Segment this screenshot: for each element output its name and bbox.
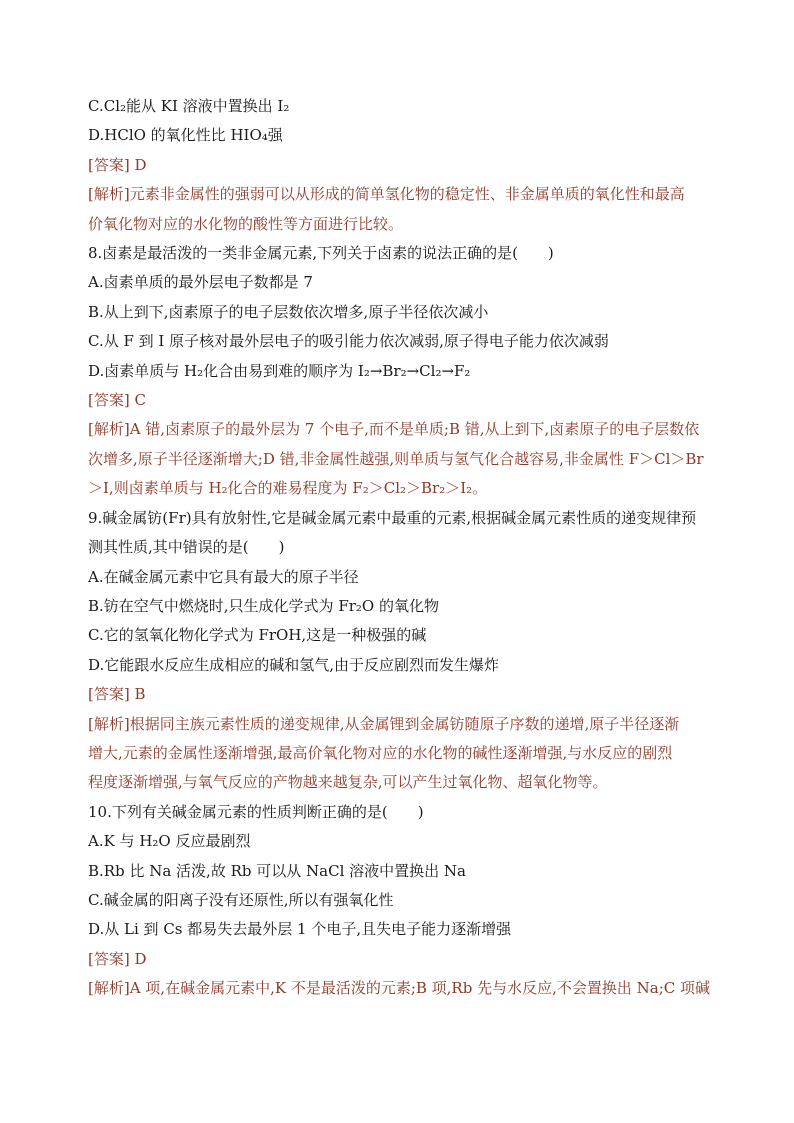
q9-option-b: B.钫在空气中燃烧时,只生成化学式为 Fr₂O 的氧化物 bbox=[88, 596, 439, 615]
q7-explanation-line-2: 价氧化物对应的水化物的酸性等方面进行比较。 bbox=[88, 214, 404, 233]
q8-option-a: A.卤素单质的最外层电子数都是 7 bbox=[88, 273, 313, 292]
q9-stem-line-1: 9.碱金属钫(Fr)具有放射性,它是碱金属元素中最重的元素,根据碱金属元素性质的递变规律预 bbox=[88, 508, 697, 527]
q8-explanation-line-3: ＞I,则卤素单质与 H₂化合的难易程度为 F₂＞Cl₂＞Br₂＞I₂。 bbox=[88, 479, 488, 498]
q8-answer: [答案] C bbox=[88, 391, 146, 410]
q8-stem: 8.卤素是最活泼的一类非金属元素,下列关于卤素的说法正确的是( ) bbox=[88, 244, 554, 263]
q9-stem-line-2: 测其性质,其中错误的是( ) bbox=[88, 538, 285, 557]
q8-explanation-line-1: [解析]A 错,卤素原子的最外层为 7 个电子,而不是单质;B 错,从上到下,卤素原子的电子层数依 bbox=[88, 420, 700, 439]
q10-stem: 10.下列有关碱金属元素的性质判断正确的是( ) bbox=[88, 802, 424, 821]
q7-answer: [答案] D bbox=[88, 155, 147, 174]
q10-option-d: D.从 Li 到 Cs 都易失去最外层 1 个电子,且失电子能力逐渐增强 bbox=[88, 920, 512, 939]
q9-explanation-line-2: 增大,元素的金属性逐渐增强,最高价氧化物对应的水化物的碱性逐渐增强,与水反应的剧烈 bbox=[88, 743, 673, 762]
q8-option-b: B.从上到下,卤素原子的电子层数依次增多,原子半径依次减小 bbox=[88, 302, 489, 321]
q10-option-b: B.Rb 比 Na 活泼,故 Rb 可以从 NaCl 溶液中置换出 Na bbox=[88, 861, 466, 880]
q10-option-a: A.K 与 H₂O 反应最剧烈 bbox=[88, 832, 251, 851]
q7-explanation-line-1: [解析]元素非金属性的强弱可以从形成的简单氢化物的稳定性、非金属单质的氧化性和最高 bbox=[88, 185, 685, 204]
q9-option-c: C.它的氢氧化物化学式为 FrOH,这是一种极强的碱 bbox=[88, 626, 427, 645]
q10-answer: [答案] D bbox=[88, 949, 147, 968]
q9-option-d: D.它能跟水反应生成相应的碱和氢气,由于反应剧烈而发生爆炸 bbox=[88, 655, 500, 674]
q9-explanation-line-3: 程度逐渐增强,与氧气反应的产物越来越复杂,可以产生过氧化物、超氧化物等。 bbox=[88, 773, 608, 792]
q7-option-c: C.Cl₂能从 KI 溶液中置换出 I₂ bbox=[88, 97, 290, 115]
q10-option-c: C.碱金属的阳离子没有还原性,所以有强氧化性 bbox=[88, 890, 394, 909]
q9-option-a: A.在碱金属元素中它具有最大的原子半径 bbox=[88, 567, 359, 586]
q10-explanation-line-1: [解析]A 项,在碱金属元素中,K 不是最活泼的元素;B 项,Rb 先与水反应,不会置换出 Na;C 项碱 bbox=[88, 979, 710, 998]
q8-option-c: C.从 F 到 I 原子核对最外层电子的吸引能力依次减弱,原子得电子能力依次减弱 bbox=[88, 332, 609, 351]
q8-option-d: D.卤素单质与 H₂化合由易到难的顺序为 I₂→Br₂→Cl₂→F₂ bbox=[88, 361, 471, 380]
q9-answer: [答案] B bbox=[88, 685, 146, 704]
q7-option-d: D.HClO 的氧化性比 HIO₄强 bbox=[88, 126, 283, 145]
q9-explanation-line-1: [解析]根据同主族元素性质的递变规律,从金属锂到金属钫随原子序数的递增,原子半径逐渐 bbox=[88, 714, 680, 733]
q8-explanation-line-2: 次增多,原子半径逐渐增大;D 错,非金属性越强,则单质与氢气化合越容易,非金属性 F＞Cl＞Br bbox=[88, 449, 704, 468]
